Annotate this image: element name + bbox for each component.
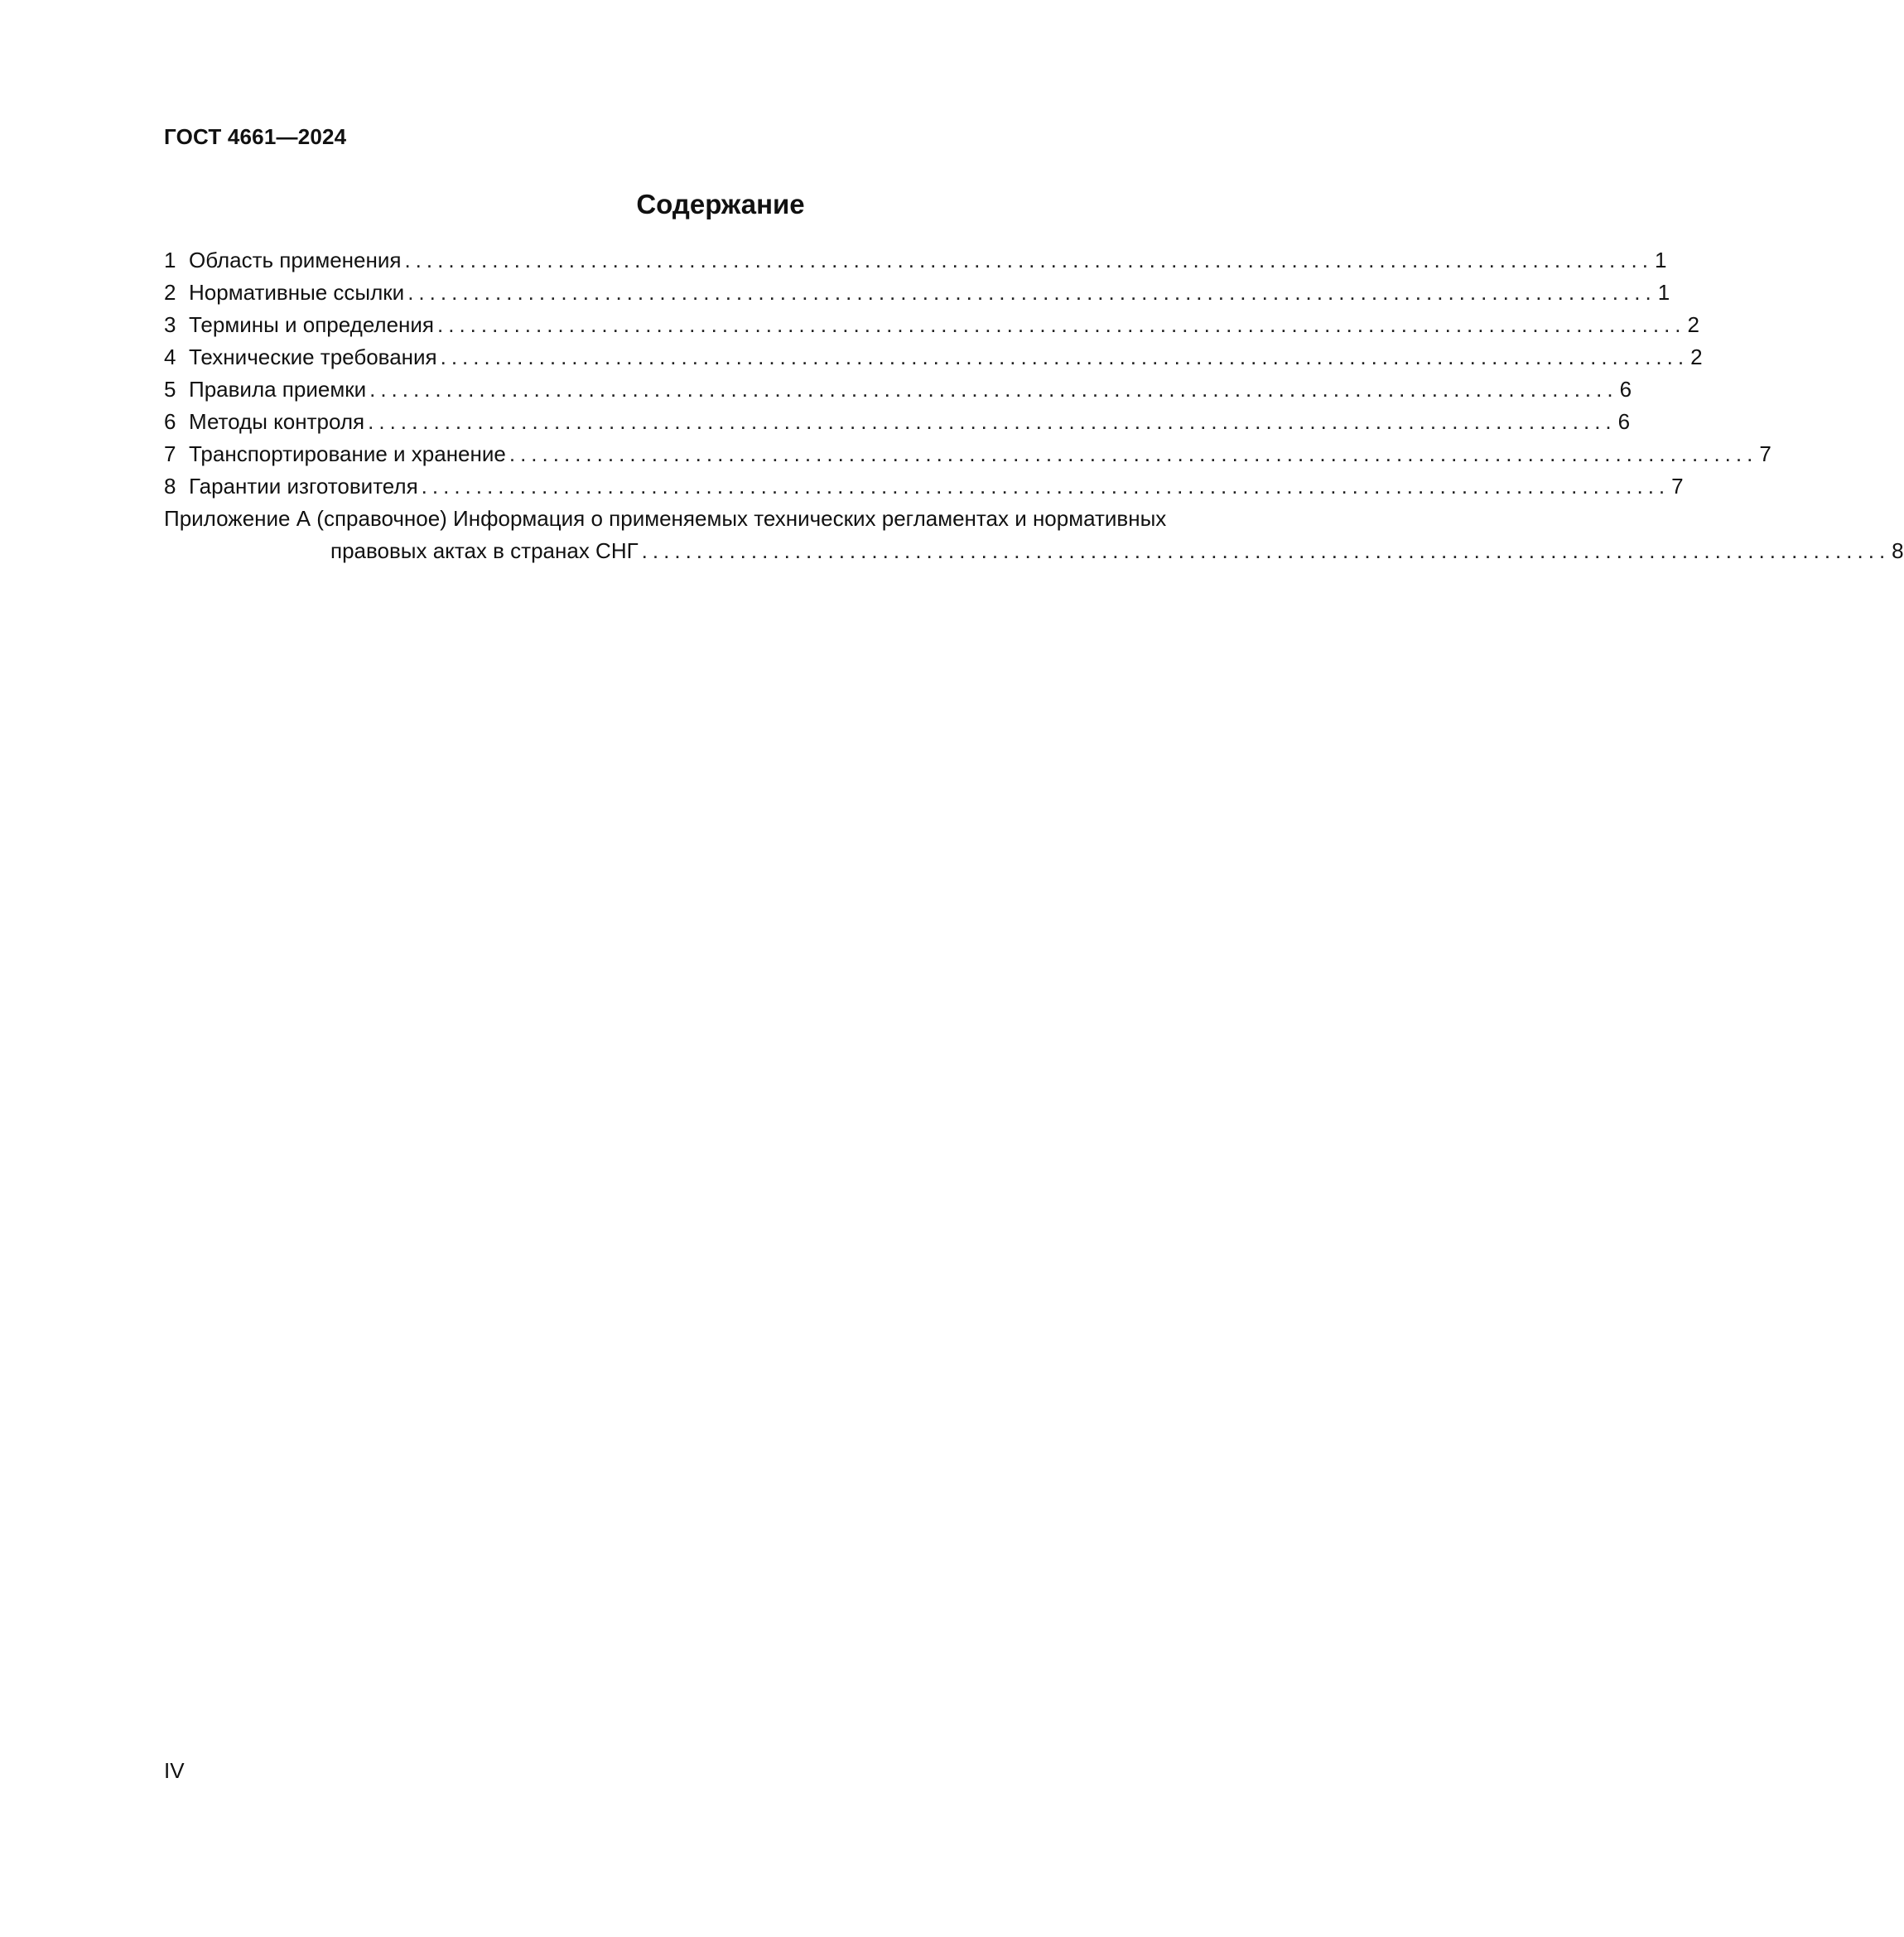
dot-leader: ..................................................................................................................	[404, 248, 1653, 272]
appendix-title-line2: правовых актах в странах СНГ	[330, 538, 639, 563]
dot-leader: ..................................................................................................................	[407, 280, 1656, 305]
toc-entry-page: 6	[1619, 377, 1632, 402]
toc-entry-6[interactable]	[164, 406, 1631, 438]
toc-entry-label: Технические требования	[189, 345, 437, 369]
toc-entry-label: Термины и определения	[189, 312, 435, 337]
toc-entry-number: 1	[164, 248, 176, 272]
toc-entry-3[interactable]	[164, 309, 1699, 341]
toc-entry-4[interactable]	[164, 341, 1703, 373]
toc-entry-page: 7	[1671, 474, 1684, 499]
toc-entry-number: 8	[164, 474, 176, 499]
appendix-title-line1: Приложение А (справочное) Информация о применяемых технических регламентах и нормативных	[164, 506, 1167, 531]
toc-entry-page: 2	[1687, 312, 1699, 337]
dot-leader: ..................................................................................................................	[421, 474, 1670, 499]
toc-entry-number: 7	[164, 441, 176, 466]
toc-entry-page: 8	[1892, 538, 1904, 563]
toc-entry-page: 1	[1657, 280, 1670, 305]
dot-leader: ..................................................................................................................	[509, 441, 1758, 466]
toc-entry-appendix-a[interactable]	[164, 503, 1904, 567]
toc-entry-page: 2	[1690, 345, 1703, 369]
dot-leader: ..................................................................................................................	[437, 312, 1686, 337]
toc-entry-number: 5	[164, 377, 176, 402]
dot-leader: ..................................................................................................................	[440, 345, 1689, 369]
toc-title: Содержание	[636, 189, 805, 219]
page-number: IV	[164, 1758, 185, 1783]
appendix-title-line2-row	[164, 535, 1904, 567]
toc-entry-number: 3	[164, 312, 176, 337]
toc-entry-5[interactable]	[164, 373, 1632, 406]
dot-leader: ..................................................................................................................	[641, 538, 1891, 563]
toc-entry-label: Область применения	[189, 248, 402, 272]
toc-entry-1[interactable]	[164, 244, 1667, 277]
toc-entry-label: Правила приемки	[189, 377, 367, 402]
toc-entry-number: 6	[164, 409, 176, 434]
table-of-contents	[164, 244, 1904, 567]
toc-entry-page: 1	[1654, 248, 1667, 272]
toc-entry-7[interactable]	[164, 438, 1771, 470]
toc-entry-page: 7	[1759, 441, 1771, 466]
toc-entry-2[interactable]	[164, 277, 1670, 309]
toc-entry-label: Нормативные ссылки	[189, 280, 405, 305]
toc-entry-number: 2	[164, 280, 176, 305]
toc-entry-8[interactable]	[164, 470, 1684, 503]
document-code-header: ГОСТ 4661—2024	[164, 124, 347, 149]
toc-entry-number: 4	[164, 345, 176, 369]
dot-leader: ..................................................................................................................	[368, 409, 1617, 434]
toc-entry-page: 6	[1617, 409, 1631, 434]
toc-entry-label: Гарантии изготовителя	[189, 474, 418, 499]
toc-entry-label: Методы контроля	[189, 409, 365, 434]
dot-leader: ..................................................................................................................	[369, 377, 1618, 402]
toc-entry-label: Транспортирование и хранение	[189, 441, 506, 466]
